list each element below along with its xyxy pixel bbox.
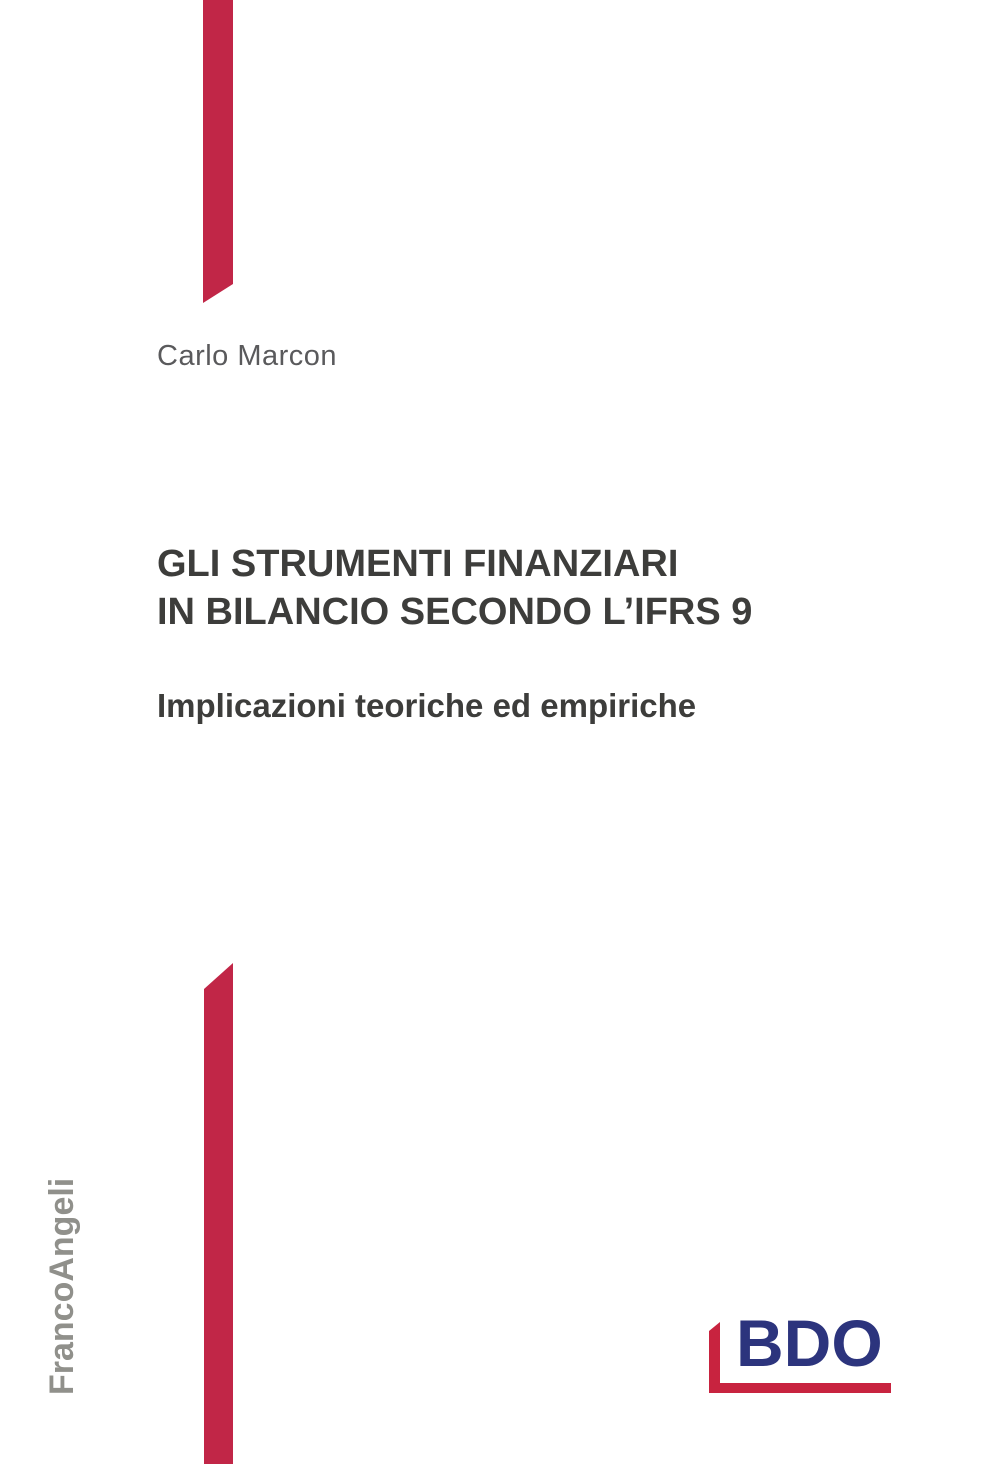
title-line-1: GLI STRUMENTI FINANZIARI bbox=[157, 543, 679, 585]
book-title bbox=[157, 540, 752, 636]
bdo-logo bbox=[705, 1306, 895, 1394]
red-ribbon-bottom bbox=[204, 963, 233, 1464]
bdo-logo-red-underline bbox=[709, 1383, 891, 1393]
publisher-label: FrancoAngeli bbox=[43, 1177, 81, 1395]
bdo-logo-text: BDO bbox=[736, 1306, 883, 1380]
title-line-2: IN BILANCIO SECONDO L’IFRS 9 bbox=[157, 591, 753, 633]
book-subtitle: Implicazioni teoriche ed empiriche bbox=[157, 687, 697, 724]
red-ribbon-top bbox=[203, 0, 233, 303]
author-name: Carlo Marcon bbox=[157, 340, 338, 372]
publisher-mark bbox=[44, 1163, 80, 1395]
bdo-logo-red-vertical-bar bbox=[709, 1322, 720, 1392]
